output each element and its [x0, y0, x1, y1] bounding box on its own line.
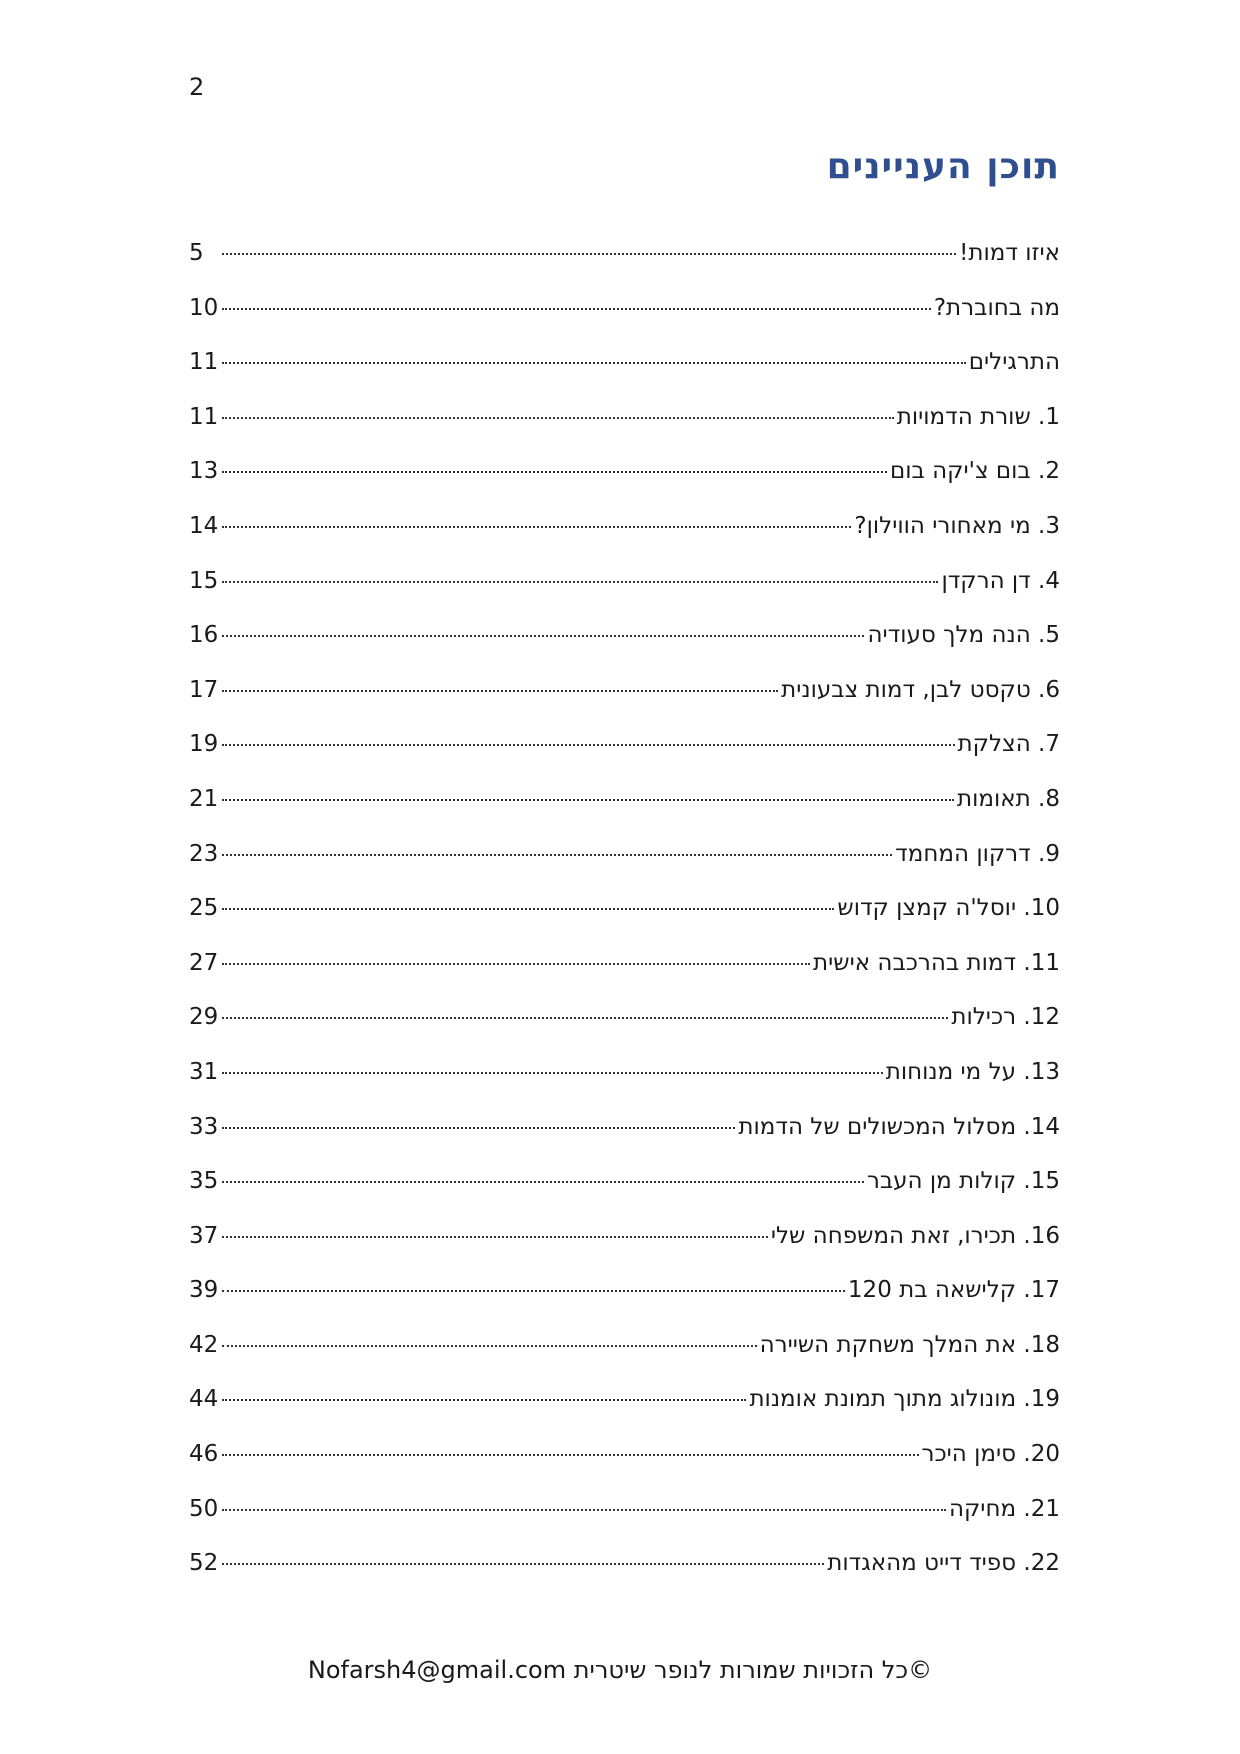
toc-entry-page: 31: [189, 1058, 219, 1085]
toc-entry-label: 15. קולות מן העבר: [866, 1168, 1060, 1195]
dot-leader: [222, 581, 938, 583]
toc-entry-label: 14. מסלול המכשולים של הדמות: [738, 1113, 1060, 1140]
toc-entry-page: 11: [189, 349, 219, 376]
toc-entry-page: 39: [189, 1277, 219, 1304]
toc-entry-page: 15: [189, 567, 219, 594]
dot-leader: [222, 635, 864, 637]
dot-leader: [222, 1181, 864, 1183]
toc-entry[interactable]: [189, 622, 1060, 677]
toc-entry-page: 19: [189, 731, 219, 758]
toc-entry[interactable]: [189, 731, 1060, 786]
toc-entry[interactable]: [189, 1496, 1060, 1551]
dot-leader: [222, 1236, 768, 1238]
toc-entry-page: 33: [189, 1113, 219, 1140]
toc-entry-label: התרגילים: [968, 349, 1060, 376]
dot-leader: [222, 1509, 946, 1511]
toc-entry[interactable]: [189, 1550, 1060, 1605]
toc-entry-label: 13. על מי מנוחות: [885, 1058, 1060, 1085]
toc-entry-label: 6. טקסט לבן, דמות צבעונית: [781, 676, 1060, 703]
toc-entry-label: 16. תכירו, זאת המשפחה שלי: [770, 1222, 1060, 1249]
toc-entry-page: 23: [189, 840, 219, 867]
toc-entry-page: 25: [189, 895, 219, 922]
toc-entry-label: 19. מונולוג מתוך תמונת אומנות: [749, 1386, 1060, 1413]
table-of-contents: [189, 240, 1060, 1605]
toc-entry-page: 21: [189, 785, 219, 812]
toc-entry[interactable]: [189, 295, 1060, 350]
toc-entry-label: 12. רכילות: [951, 1004, 1060, 1031]
toc-entry-page: 50: [189, 1495, 219, 1522]
toc-entry-page: 17: [189, 676, 219, 703]
dot-leader: [222, 1399, 746, 1401]
toc-entry-label: 18. את המלך משחקת השיירה: [759, 1331, 1060, 1358]
toc-entry-page: 10: [189, 294, 219, 321]
toc-entry-page: 5: [189, 240, 204, 266]
toc-entry[interactable]: [189, 1059, 1060, 1114]
dot-leader: [222, 471, 887, 473]
toc-entry-page: 27: [189, 949, 219, 976]
toc-entry[interactable]: [189, 1386, 1060, 1441]
toc-entry-page: 42: [189, 1331, 219, 1358]
dot-leader: [222, 1345, 757, 1347]
toc-entry[interactable]: [189, 568, 1060, 623]
toc-entry-label: 5. הנה מלך סעודיה: [867, 622, 1060, 649]
dot-leader: [222, 963, 810, 965]
toc-entry-page: 35: [189, 1168, 219, 1195]
toc-entry-label: 17. קלישאה בת 120: [847, 1277, 1060, 1304]
toc-entry-label: 2. בום צ'יקה בום: [890, 458, 1060, 485]
toc-entry-page: 14: [189, 512, 219, 539]
toc-entry-page: 13: [189, 458, 219, 485]
toc-entry-label: 20. סימן היכר: [921, 1441, 1060, 1468]
toc-entry[interactable]: [189, 1168, 1060, 1223]
toc-entry-label: 4. דן הרקדן: [941, 567, 1060, 594]
toc-entry[interactable]: [189, 1441, 1060, 1496]
toc-entry[interactable]: [189, 458, 1060, 513]
dot-leader: [222, 1563, 824, 1565]
dot-leader: [222, 854, 892, 856]
toc-entry[interactable]: [189, 1223, 1060, 1278]
toc-entry[interactable]: [189, 240, 1060, 295]
toc-entry[interactable]: [189, 1277, 1060, 1332]
dot-leader: [222, 908, 834, 910]
toc-entry[interactable]: [189, 677, 1060, 732]
toc-entry-page: 46: [189, 1441, 219, 1468]
toc-entry-label: 11. דמות בהרכבה אישית: [813, 949, 1060, 976]
toc-entry-page: 37: [189, 1222, 219, 1249]
toc-entry[interactable]: [189, 950, 1060, 1005]
dot-leader: [222, 362, 966, 364]
toc-entry-label: מה בחוברת?: [933, 294, 1060, 321]
toc-entry-page: 11: [189, 403, 219, 430]
toc-entry[interactable]: [189, 1114, 1060, 1169]
toc-entry-label: 21. מחיקה: [948, 1495, 1060, 1522]
toc-entry[interactable]: [189, 841, 1060, 896]
toc-entry[interactable]: [189, 349, 1060, 404]
toc-entry[interactable]: [189, 1004, 1060, 1059]
toc-entry-label: 3. מי מאחורי הווילון?: [854, 512, 1060, 539]
dot-leader: [222, 308, 931, 310]
dot-leader: [222, 1127, 735, 1129]
dot-leader: [222, 799, 954, 801]
toc-entry-label: 9. דרקון המחמד: [895, 840, 1060, 867]
toc-entry-label: 8. תאומות: [956, 785, 1060, 812]
footer-copyright: ©כל הזכויות שמורות לנופר שיטרית Nofarsh4@gmail.com: [307, 1656, 933, 1684]
toc-entry[interactable]: [189, 1332, 1060, 1387]
toc-entry-label: איזו דמות!: [959, 240, 1060, 266]
dot-leader: [222, 253, 956, 255]
toc-entry-page: 44: [189, 1386, 219, 1413]
dot-leader: [222, 526, 851, 528]
toc-entry-page: 16: [189, 622, 219, 649]
toc-entry[interactable]: [189, 513, 1060, 568]
toc-entry-label: 10. יוסל'ה קמצן קדוש: [837, 895, 1060, 922]
toc-entry[interactable]: [189, 404, 1060, 459]
toc-entry-page: 52: [189, 1550, 219, 1577]
toc-entry[interactable]: [189, 786, 1060, 841]
toc-entry-page: 29: [189, 1004, 219, 1031]
toc-entry-label: 1. שורת הדמויות: [896, 403, 1060, 430]
dot-leader: [222, 1454, 919, 1456]
dot-leader: [222, 744, 955, 746]
toc-title: תוכן העניינים: [826, 146, 1060, 187]
toc-entry-label: 22. ספיד דייט מהאגדות: [827, 1550, 1060, 1577]
dot-leader: [222, 1017, 948, 1019]
dot-leader: [222, 417, 894, 419]
dot-leader: [222, 690, 778, 692]
dot-leader: [222, 1072, 883, 1074]
page-number: 2: [189, 73, 205, 101]
toc-entry[interactable]: [189, 895, 1060, 950]
toc-entry-label: 7. הצלקת: [957, 731, 1060, 758]
dot-leader: [222, 1290, 845, 1292]
